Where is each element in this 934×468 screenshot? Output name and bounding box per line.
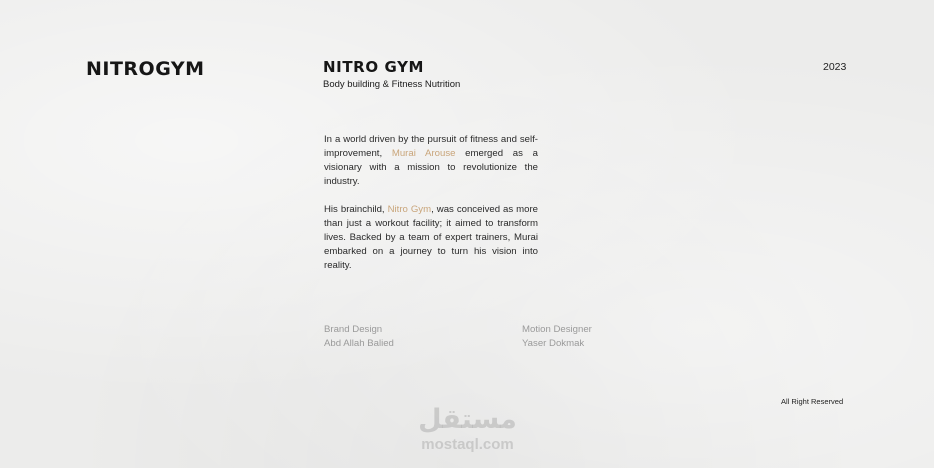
mostaql-watermark bbox=[410, 405, 525, 453]
brand-title: NITRO GYM bbox=[323, 58, 425, 76]
story-paragraph-2 bbox=[324, 203, 538, 273]
story-text: , was conceived as more than just a workout facility; it aimed to transform lives. Backed by a team of expert trainers, Murai embarked on a journey to turn his vision into reality. bbox=[324, 204, 539, 271]
watermark-arabic: مستقل bbox=[418, 404, 517, 435]
gym-name: Nitro Gym bbox=[387, 204, 432, 215]
story-paragraph-1 bbox=[324, 133, 538, 189]
credit-role: Motion Designer bbox=[522, 324, 592, 335]
credit-name: Abd Allah Balied bbox=[324, 338, 394, 349]
rights-reserved-text: All Right Reserved bbox=[781, 397, 844, 406]
nitrogym-logo: NITROGYM bbox=[86, 58, 205, 80]
credit-brand-design bbox=[324, 323, 394, 351]
credit-role: Brand Design bbox=[324, 324, 383, 335]
credit-motion-design bbox=[522, 323, 592, 351]
story-text: emerged as a visionary with a mission to revolutionize the industry. bbox=[324, 148, 538, 187]
brand-subtitle: Body building & Fitness Nutrition bbox=[323, 79, 461, 90]
watermark-latin: mostaql.com bbox=[421, 436, 514, 453]
story-text: His brainchild, bbox=[324, 204, 388, 215]
credit-name: Yaser Dokmak bbox=[522, 338, 585, 349]
founder-name: Murai Arouse bbox=[391, 148, 456, 159]
story-text: In a world driven by the pursuit of fitness and self-improvement, bbox=[324, 134, 538, 159]
year-label: 2023 bbox=[823, 61, 847, 73]
